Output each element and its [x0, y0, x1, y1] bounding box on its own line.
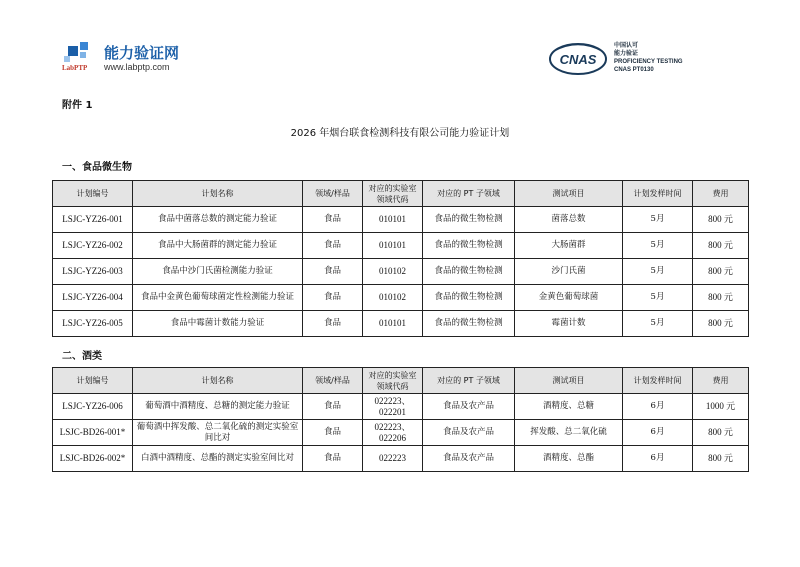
table-row — [53, 259, 749, 285]
lab-code-cell: 010101 — [363, 207, 423, 233]
cnas-oval-icon — [548, 42, 608, 76]
cnas-line: CNAS PT0130 — [614, 67, 654, 73]
plan-table-food-microbiology — [52, 180, 749, 337]
table-row — [53, 233, 749, 259]
cnas-mark-text: CNAS — [559, 52, 597, 67]
sample-time-cell: 6月 — [623, 446, 693, 472]
field-cell: 食品 — [303, 285, 363, 311]
plan-name-cell: 食品中沙门氏菌检测能力验证 — [133, 259, 303, 285]
sample-time-cell: 5月 — [623, 233, 693, 259]
col-header-pt-subfield: 对应的 PT 子领域 — [423, 181, 515, 207]
sample-time-cell: 6月 — [623, 394, 693, 420]
cnas-line: PROFICIENCY TESTING — [614, 59, 683, 65]
pt-subfield-cell: 食品及农产品 — [423, 420, 515, 446]
fee-cell: 800 元 — [693, 420, 749, 446]
labptp-mark-text: LabPTP — [62, 64, 88, 72]
sample-time-cell: 5月 — [623, 285, 693, 311]
document-title: 2026 年烟台联食检测科技有限公司能力验证计划 — [290, 128, 510, 139]
col-header-sample-time: 计划发样时间 — [623, 368, 693, 394]
field-cell: 食品 — [303, 259, 363, 285]
lab-code-cell: 010101 — [363, 311, 423, 337]
test-item-cell: 沙门氏菌 — [515, 259, 623, 285]
col-header-plan-code: 计划编号 — [53, 181, 133, 207]
field-cell: 食品 — [303, 446, 363, 472]
col-header-field: 领域/样品 — [303, 368, 363, 394]
test-item-cell: 挥发酸、总二氧化硫 — [515, 420, 623, 446]
lab-code-cell: 010102 — [363, 285, 423, 311]
table-row — [53, 420, 749, 446]
pt-subfield-cell: 食品的微生物检测 — [423, 207, 515, 233]
col-header-lab-code: 对应的实验室领域代码 — [363, 181, 423, 207]
labptp-logo — [62, 40, 212, 80]
field-cell: 食品 — [303, 394, 363, 420]
cnas-caption — [614, 42, 683, 74]
plan-code-cell: LSJC-YZ26-003 — [53, 259, 133, 285]
table-header-row — [53, 368, 749, 394]
section-heading: 二、酒类 — [62, 351, 102, 362]
plan-name-cell: 葡萄酒中酒精度、总糖的测定能力验证 — [133, 394, 303, 420]
test-item-cell: 大肠菌群 — [515, 233, 623, 259]
fee-cell: 800 元 — [693, 446, 749, 472]
col-header-fee: 费用 — [693, 368, 749, 394]
sample-time-cell: 5月 — [623, 207, 693, 233]
brand-url: www.labptp.com — [104, 62, 170, 72]
plan-name-cell: 食品中霉菌计数能力验证 — [133, 311, 303, 337]
table-row — [53, 285, 749, 311]
field-cell: 食品 — [303, 420, 363, 446]
col-header-field: 领域/样品 — [303, 181, 363, 207]
test-item-cell: 金黄色葡萄球菌 — [515, 285, 623, 311]
col-header-pt-subfield: 对应的 PT 子领域 — [423, 368, 515, 394]
col-header-plan-name: 计划名称 — [133, 368, 303, 394]
plan-name-cell: 食品中大肠菌群的测定能力验证 — [133, 233, 303, 259]
plan-name-cell: 白酒中酒精度、总酯的测定实验室间比对 — [133, 446, 303, 472]
sample-time-cell: 5月 — [623, 259, 693, 285]
col-header-fee: 费用 — [693, 181, 749, 207]
fee-cell: 800 元 — [693, 207, 749, 233]
table-row — [53, 446, 749, 472]
field-cell: 食品 — [303, 207, 363, 233]
plan-name-cell: 食品中菌落总数的测定能力验证 — [133, 207, 303, 233]
plan-code-cell: LSJC-YZ26-002 — [53, 233, 133, 259]
col-header-plan-name: 计划名称 — [133, 181, 303, 207]
table-row — [53, 394, 749, 420]
table-header-row — [53, 181, 749, 207]
test-item-cell: 酒精度、总酯 — [515, 446, 623, 472]
lab-code-cell: 022223、022201 — [363, 394, 423, 420]
plan-code-cell: LSJC-YZ26-005 — [53, 311, 133, 337]
table-row — [53, 207, 749, 233]
col-header-plan-code: 计划编号 — [53, 368, 133, 394]
fee-cell: 800 元 — [693, 311, 749, 337]
pt-subfield-cell: 食品的微生物检测 — [423, 311, 515, 337]
table-row — [53, 311, 749, 337]
cnas-line: 中国认可 — [614, 43, 639, 49]
lab-code-cell: 010102 — [363, 259, 423, 285]
plan-code-cell: LSJC-BD26-002* — [53, 446, 133, 472]
plan-code-cell: LSJC-YZ26-001 — [53, 207, 133, 233]
plan-code-cell: LSJC-YZ26-006 — [53, 394, 133, 420]
pt-subfield-cell: 食品的微生物检测 — [423, 259, 515, 285]
test-item-cell: 菌落总数 — [515, 207, 623, 233]
test-item-cell: 霉菌计数 — [515, 311, 623, 337]
pt-subfield-cell: 食品的微生物检测 — [423, 233, 515, 259]
page-header — [0, 0, 800, 90]
sample-time-cell: 5月 — [623, 311, 693, 337]
field-cell: 食品 — [303, 311, 363, 337]
section-heading: 一、食品微生物 — [62, 162, 132, 173]
brand-name: 能力验证网 — [104, 44, 180, 62]
fee-cell: 800 元 — [693, 233, 749, 259]
col-header-lab-code: 对应的实验室领域代码 — [363, 368, 423, 394]
fee-cell: 1000 元 — [693, 394, 749, 420]
sample-time-cell: 6月 — [623, 420, 693, 446]
cnas-logo — [548, 42, 748, 82]
test-item-cell: 酒精度、总糖 — [515, 394, 623, 420]
pt-subfield-cell: 食品及农产品 — [423, 446, 515, 472]
fee-cell: 800 元 — [693, 285, 749, 311]
plan-code-cell: LSJC-YZ26-004 — [53, 285, 133, 311]
lab-code-cell: 022223、022206 — [363, 420, 423, 446]
lab-code-cell: 022223 — [363, 446, 423, 472]
plan-table-alcohol — [52, 367, 749, 472]
pt-subfield-cell: 食品的微生物检测 — [423, 285, 515, 311]
cnas-line: 能力验证 — [614, 51, 639, 57]
col-header-test-item: 测试项目 — [515, 181, 623, 207]
plan-name-cell: 食品中金黄色葡萄球菌定性检测能力验证 — [133, 285, 303, 311]
pt-subfield-cell: 食品及农产品 — [423, 394, 515, 420]
fee-cell: 800 元 — [693, 259, 749, 285]
field-cell: 食品 — [303, 233, 363, 259]
lab-code-cell: 010101 — [363, 233, 423, 259]
col-header-sample-time: 计划发样时间 — [623, 181, 693, 207]
plan-name-cell: 葡萄酒中挥发酸、总二氧化硫的测定实验室间比对 — [133, 420, 303, 446]
plan-code-cell: LSJC-BD26-001* — [53, 420, 133, 446]
attachment-label: 附件 1 — [62, 100, 93, 111]
col-header-test-item: 测试项目 — [515, 368, 623, 394]
